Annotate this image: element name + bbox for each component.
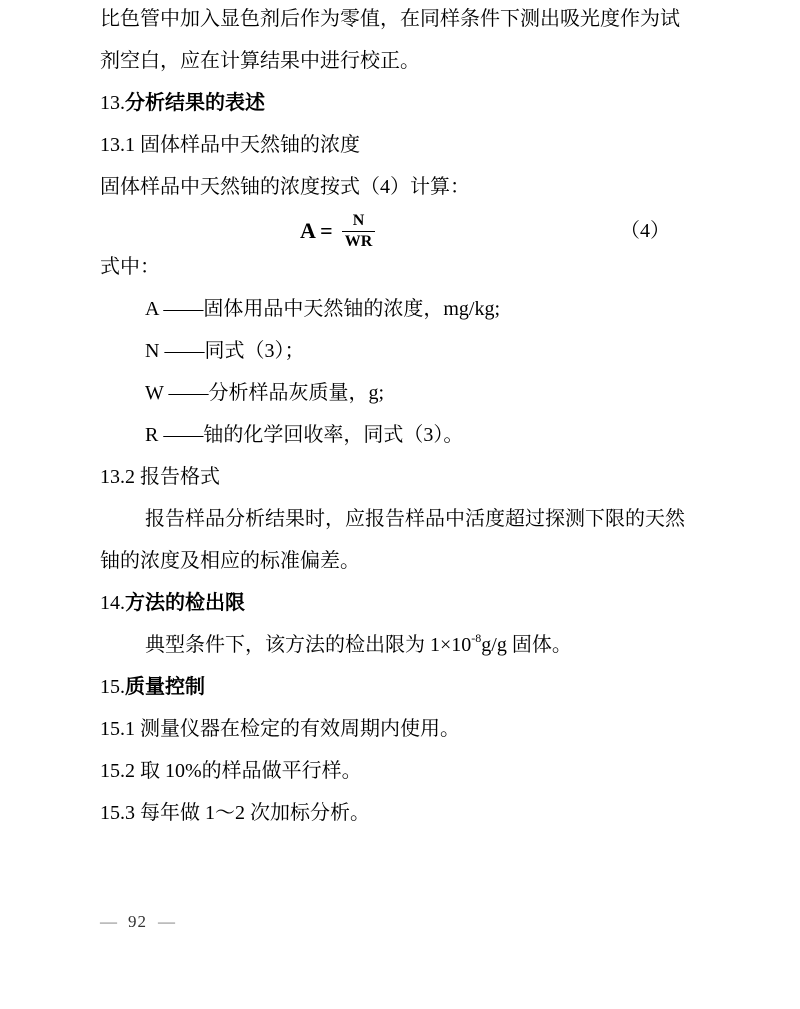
item-15-2: 15.2 取 10%的样品做平行样。 xyxy=(100,760,362,782)
heading-text: 质量控制 xyxy=(125,676,205,698)
def-N: N ——同式（3）； xyxy=(145,340,305,362)
heading-text: 方法的检出限 xyxy=(125,592,245,614)
heading-number: 14. xyxy=(100,592,125,614)
para-formula-intro: 固体样品中天然铀的浓度按式（4）计算： xyxy=(100,176,470,198)
heading-text: 分析结果的表述 xyxy=(125,92,265,114)
item-15-3: 15.3 每年做 1～2 次加标分析。 xyxy=(100,802,370,824)
item-15-1: 15.1 测量仪器在检定的有效周期内使用。 xyxy=(100,718,460,740)
para-detection-limit xyxy=(100,631,700,656)
formula-denominator: WR xyxy=(342,231,376,252)
heading-15 xyxy=(100,676,700,698)
page-footer xyxy=(100,912,175,932)
para-blank-correction-line1: 比色管中加入显色剂后作为零值，在同样条件下测出吸光度作为试 xyxy=(100,8,680,30)
superscript: -8 xyxy=(471,631,482,646)
section-13-1-title: 13.1 固体样品中天然铀的浓度 xyxy=(100,134,360,156)
para-blank-correction-line2: 剂空白，应在计算结果中进行校正。 xyxy=(100,50,420,72)
formula-lhs: A = xyxy=(300,218,333,243)
page-number: 92 xyxy=(128,912,147,931)
heading-number: 15. xyxy=(100,676,125,698)
def-R: R ——铀的化学回收率，同式（3）。 xyxy=(145,424,464,446)
heading-13 xyxy=(100,92,700,114)
formula-numerator: N xyxy=(352,211,365,229)
footer-dash-right: — xyxy=(158,912,175,931)
text-segment: g/g 固体。 xyxy=(481,634,572,656)
heading-number: 13. xyxy=(100,92,125,114)
def-A: A ——固体用品中天然铀的浓度，mg/kg; xyxy=(145,298,501,320)
formula-fraction xyxy=(342,211,376,252)
formula-4 xyxy=(100,206,700,256)
def-W: W ——分析样品灰质量，g; xyxy=(145,382,385,404)
footer-dash-left: — xyxy=(100,912,117,931)
para-report-line1: 报告样品分析结果时，应报告样品中活度超过探测下限的天然 xyxy=(145,508,685,530)
heading-14 xyxy=(100,592,700,614)
equation-number: （4） xyxy=(620,220,670,242)
section-13-2-title: 13.2 报告格式 xyxy=(100,466,220,488)
document-body xyxy=(100,0,700,844)
para-report-line2: 铀的浓度及相应的标准偏差。 xyxy=(100,550,360,572)
text-segment: 典型条件下，该方法的检出限为 1×10 xyxy=(145,634,472,656)
para-where: 式中： xyxy=(100,256,160,278)
